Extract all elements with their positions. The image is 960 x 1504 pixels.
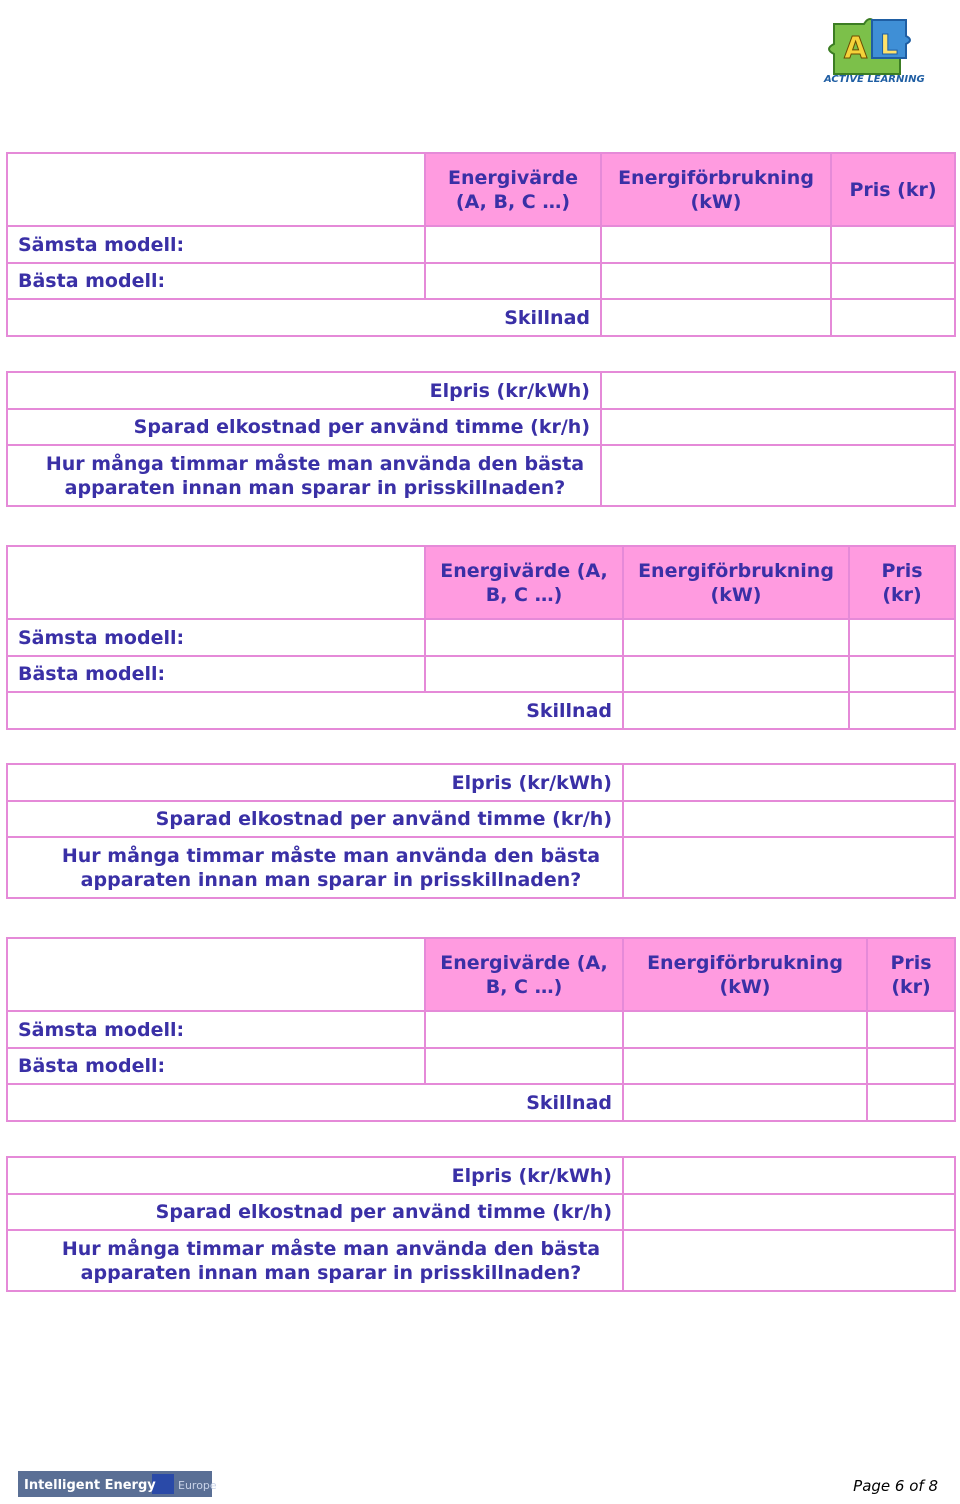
header-price: Pris (kr) <box>831 153 955 226</box>
header-energy-class: Energivärde (A, B, C …) <box>425 546 623 619</box>
header-price: Pris (kr) <box>867 938 955 1011</box>
worst-energy-class-cell[interactable] <box>425 619 623 656</box>
worst-price-cell[interactable] <box>849 619 955 656</box>
worst-energy-class-cell[interactable] <box>425 226 601 263</box>
label-saved-cost: Sparad elkostnad per använd timme (kr/h) <box>7 409 601 445</box>
row-label-worst: Sämsta modell: <box>7 226 425 263</box>
comparison-table-1 <box>6 152 956 337</box>
page-number: Page 6 of 8 <box>853 1477 938 1495</box>
difference-price-cell[interactable] <box>831 299 955 336</box>
best-price-cell[interactable] <box>849 656 955 692</box>
label-payback-hours: Hur många timmar måste man använda den bästa apparaten innan man sparar in prisskillnaden? <box>7 1230 623 1291</box>
best-consumption-cell[interactable] <box>601 263 831 299</box>
svg-text:Intelligent Energy: Intelligent Energy <box>24 1478 156 1493</box>
worst-price-cell[interactable] <box>867 1011 955 1048</box>
label-payback-hours: Hur många timmar måste man använda den bästa apparaten innan man sparar in prisskillnaden? <box>7 837 623 898</box>
comparison-table-2 <box>6 545 956 730</box>
svg-text:ACTIVE LEARNING: ACTIVE LEARNING <box>824 74 925 85</box>
payback-hours-cell[interactable] <box>623 837 955 898</box>
best-energy-class-cell[interactable] <box>425 1048 623 1084</box>
best-price-cell[interactable] <box>831 263 955 299</box>
worst-consumption-cell[interactable] <box>623 1011 867 1048</box>
payback-hours-cell[interactable] <box>601 445 955 506</box>
label-saved-cost: Sparad elkostnad per använd timme (kr/h) <box>7 1194 623 1230</box>
saved-cost-cell[interactable] <box>601 409 955 445</box>
difference-consumption-cell[interactable] <box>601 299 831 336</box>
best-consumption-cell[interactable] <box>623 1048 867 1084</box>
comparison-table-3 <box>6 937 956 1122</box>
difference-consumption-cell[interactable] <box>623 692 849 729</box>
elprice-cell[interactable] <box>623 1157 955 1194</box>
cost-table-1 <box>6 371 956 507</box>
row-label-difference: Skillnad <box>7 299 601 336</box>
row-label-best: Bästa modell: <box>7 1048 425 1084</box>
header-energy-class: Energivärde (A, B, C …) <box>425 153 601 226</box>
row-label-best: Bästa modell: <box>7 263 425 299</box>
difference-price-cell[interactable] <box>867 1084 955 1121</box>
best-energy-class-cell[interactable] <box>425 656 623 692</box>
row-label-worst: Sämsta modell: <box>7 619 425 656</box>
best-consumption-cell[interactable] <box>623 656 849 692</box>
row-label-difference: Skillnad <box>7 692 623 729</box>
label-elprice: Elpris (kr/kWh) <box>7 764 623 801</box>
cost-table-3 <box>6 1156 956 1292</box>
row-label-best: Bästa modell: <box>7 656 425 692</box>
payback-hours-cell[interactable] <box>623 1230 955 1291</box>
saved-cost-cell[interactable] <box>623 1194 955 1230</box>
worst-energy-class-cell[interactable] <box>425 1011 623 1048</box>
worst-consumption-cell[interactable] <box>623 619 849 656</box>
active-learning-logo <box>820 14 932 88</box>
label-elprice: Elpris (kr/kWh) <box>7 372 601 409</box>
row-label-worst: Sämsta modell: <box>7 1011 425 1048</box>
header-energy-class: Energivärde (A, B, C …) <box>425 938 623 1011</box>
worst-price-cell[interactable] <box>831 226 955 263</box>
label-payback-hours: Hur många timmar måste man använda den bästa apparaten innan man sparar in prisskillnaden? <box>7 445 601 506</box>
header-consumption: Energiförbrukning (kW) <box>601 153 831 226</box>
label-saved-cost: Sparad elkostnad per använd timme (kr/h) <box>7 801 623 837</box>
header-consumption: Energiförbrukning (kW) <box>623 546 849 619</box>
elprice-cell[interactable] <box>623 764 955 801</box>
svg-text:L: L <box>880 28 898 61</box>
saved-cost-cell[interactable] <box>623 801 955 837</box>
intelligent-energy-europe-logo <box>18 1471 217 1497</box>
elprice-cell[interactable] <box>601 372 955 409</box>
difference-price-cell[interactable] <box>849 692 955 729</box>
header-consumption: Energiförbrukning (kW) <box>623 938 867 1011</box>
header-price: Pris (kr) <box>849 546 955 619</box>
row-label-difference: Skillnad <box>7 1084 623 1121</box>
best-price-cell[interactable] <box>867 1048 955 1084</box>
label-elprice: Elpris (kr/kWh) <box>7 1157 623 1194</box>
worst-consumption-cell[interactable] <box>601 226 831 263</box>
svg-text:A: A <box>844 31 868 66</box>
difference-consumption-cell[interactable] <box>623 1084 867 1121</box>
best-energy-class-cell[interactable] <box>425 263 601 299</box>
svg-text:Europe: Europe <box>178 1479 217 1492</box>
cost-table-2 <box>6 763 956 899</box>
